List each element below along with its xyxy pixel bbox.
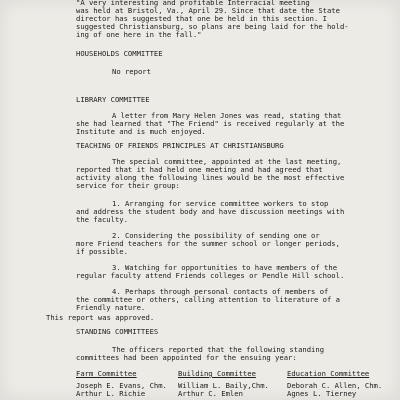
teaching-item-line: 3. Watching for opportunities to have members of the bbox=[112, 263, 338, 272]
intro-line: was held at Bristol, Va., April 29. Since that date the State bbox=[76, 6, 340, 15]
teaching-item-line: Friendly nature. bbox=[76, 303, 146, 312]
teaching-line: service for their group: bbox=[76, 181, 180, 190]
teaching-item-line: if possible. bbox=[76, 247, 128, 256]
building-committee-title: Building Committee bbox=[178, 369, 256, 378]
standing-intro-line: The officers reported that the following standing bbox=[112, 345, 325, 354]
teaching-item-line: and address the student body and have discussion meetings with bbox=[76, 207, 345, 216]
building-committee-member: Arthur C. Emlen bbox=[178, 389, 243, 398]
library-line: A letter from Mary Helen Jones was read, stating that bbox=[112, 111, 342, 120]
teaching-heading: TEACHING OF FRIENDS PRINCIPLES AT CHRISTIANSBURG bbox=[76, 141, 284, 150]
library-line: she had learned that "The Friend" is received regularly at the bbox=[76, 119, 345, 128]
farm-committee-title: Farm Committee bbox=[76, 369, 137, 378]
intro-line: suggested Christiansburg, so plans are being laid for the hold- bbox=[76, 22, 349, 31]
teaching-item-line: the committee or others, calling attention to literature of a bbox=[76, 295, 340, 304]
teaching-item-line: 1. Arranging for service committee workers to stop bbox=[112, 199, 329, 208]
teaching-line: activity along the following lines would be the most effective bbox=[76, 173, 345, 182]
standing-intro-line: committees had been appointed for the ensuing year: bbox=[76, 353, 297, 362]
intro-line: director has suggested that one be held in this section. I bbox=[76, 14, 327, 23]
teaching-line: The special committee, appointed at the last meeting, bbox=[112, 157, 342, 166]
intro-line: ing of one here in the fall." bbox=[76, 30, 202, 39]
approval-note: This report was approved. bbox=[46, 313, 155, 322]
teaching-item-line: more Friend teachers for the summer school or longer periods, bbox=[76, 239, 340, 248]
education-committee-member: Deborah C. Allen, Chm. bbox=[287, 381, 383, 390]
teaching-item-line: 2. Considering the possibility of sending one or bbox=[112, 231, 320, 240]
teaching-item-line: 4. Perhaps through personal contacts of members of bbox=[112, 287, 329, 296]
library-line: Institute and is much enjoyed. bbox=[76, 127, 206, 136]
education-committee-member: Agnes L. Tierney bbox=[287, 389, 357, 398]
farm-committee-member: Joseph E. Evans, Chm. bbox=[76, 381, 167, 390]
education-committee-title: Education Committee bbox=[287, 369, 370, 378]
farm-committee-member: Arthur L. Richie bbox=[76, 389, 146, 398]
teaching-line: reported that it had held one meeting and had agreed that bbox=[76, 165, 323, 174]
teaching-item-line: the faculty. bbox=[76, 215, 128, 224]
building-committee-member: William L. Baily,Chm. bbox=[178, 381, 269, 390]
households-heading: HOUSEHOLDS COMMITTEE bbox=[76, 49, 163, 58]
standing-heading: STANDING COMMITTEES bbox=[76, 327, 159, 336]
intro-line: "A very interesting and profitable Interracial meeting bbox=[76, 0, 310, 7]
teaching-item-line: regular faculty attend Friends colleges or Pendle Hill school. bbox=[76, 271, 345, 280]
households-report: No report bbox=[112, 67, 151, 76]
library-heading: LIBRARY COMMITTEE bbox=[76, 95, 150, 104]
